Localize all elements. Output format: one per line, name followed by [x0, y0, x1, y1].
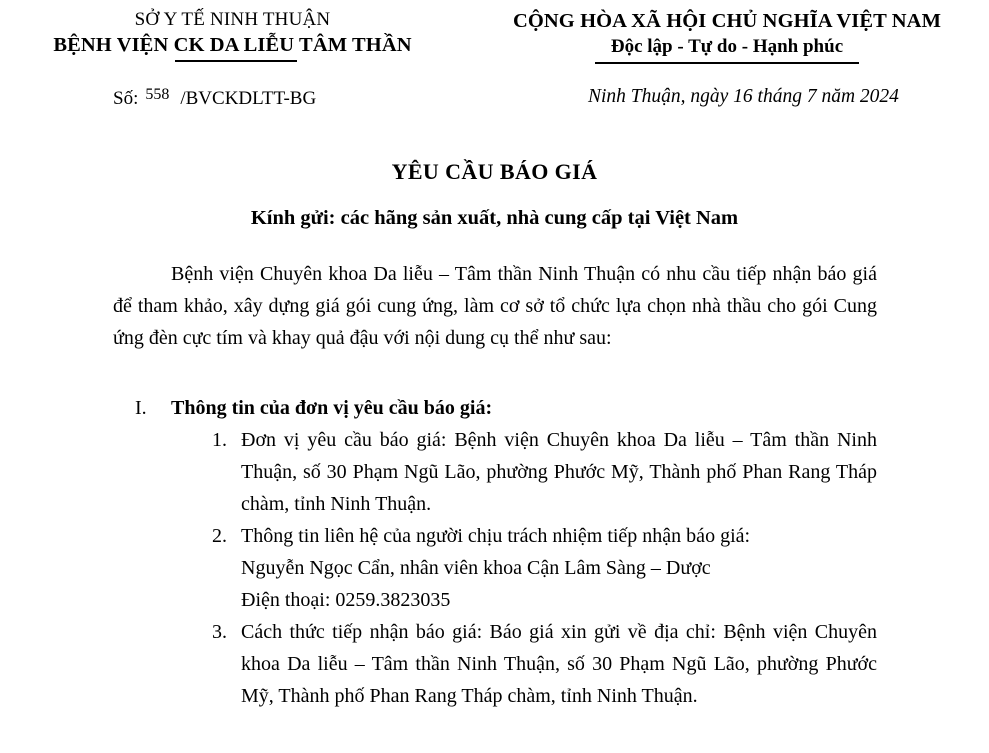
- motto-underline-wrap: [465, 59, 989, 64]
- list-item: [113, 616, 877, 712]
- hospital-name-underline-wrap: [0, 58, 465, 62]
- nation-name: CỘNG HÒA XÃ HỘI CHỦ NGHĨA VIỆT NAM: [512, 10, 942, 32]
- section-one-heading: [113, 392, 877, 424]
- section-one-list: [113, 424, 877, 712]
- list-item-text: Đơn vị yêu cầu báo giá: Bệnh viện Chuyên khoa Da liễu – Tâm thần Ninh Thuận, số 30 Phạm Ngũ Lão, phường Phước Mỹ, Thành phố Phan Rang Tháp chàm, tỉnh Ninh Thuận.: [241, 429, 877, 515]
- list-item: [113, 520, 877, 616]
- hospital-name-underline: [175, 60, 297, 62]
- list-item-text: [241, 520, 877, 616]
- document-body: [113, 258, 877, 354]
- national-motto: Độc lập - Tự do - Hạnh phúc: [610, 36, 844, 57]
- intro-paragraph: Bệnh viện Chuyên khoa Da liễu – Tâm thần Ninh Thuận có nhu cầu tiếp nhận báo giá để tham khảo, xây dựng giá gói cung ứng, làm cơ sở tổ chức lựa chọn nhà thầu cho gói Cung ứng đèn cực tím và khay quả đậu với nội dung cụ thể như sau:: [113, 263, 877, 349]
- document-number-line: [113, 83, 316, 111]
- section-one-numeral: I.: [135, 397, 147, 419]
- list-item-line-1: Thông tin liên hệ của người chịu trách nhiệm tiếp nhận báo giá:: [241, 525, 751, 547]
- document-number-value: 558: [145, 86, 170, 103]
- section-one-title: Thông tin của đơn vị yêu cầu báo giá:: [171, 397, 493, 419]
- list-item-marker: 1.: [212, 429, 227, 451]
- document-title: YÊU CẦU BÁO GIÁ: [391, 159, 598, 184]
- hospital-name: BỆNH VIỆN CK DA LIỄU TÂM THẦN: [53, 34, 412, 56]
- department-name: SỞ Y TẾ NINH THUẬN: [134, 9, 331, 30]
- contact-person: Nguyễn Ngọc Cẩn, nhân viên khoa Cận Lâm Sàng – Dược: [241, 557, 711, 579]
- section-one: [113, 392, 877, 712]
- document-number-label: Số:: [113, 88, 139, 109]
- list-item-text: Cách thức tiếp nhận báo giá: Báo giá xin gửi về địa chỉ: Bệnh viện Chuyên khoa Da liễu – Tâm thần Ninh Thuận, số 30 Phạm Ngũ Lão, phường Phước Mỹ, Thành phố Phan Rang Tháp chàm, tỉnh Ninh Thuận.: [241, 621, 877, 707]
- document-number-suffix: /BVCKDLTT-BG: [180, 88, 317, 109]
- national-heading-block: [465, 8, 989, 64]
- issuing-authority-block: [0, 8, 465, 64]
- list-item-marker: 2.: [212, 525, 227, 547]
- contact-phone: Điện thoại: 0259.3823035: [241, 589, 451, 611]
- document-header: [0, 0, 989, 64]
- recipient-line: Kính gửi: các hãng sản xuất, nhà cung cấp tại Việt Nam: [250, 207, 739, 229]
- list-item: [113, 424, 877, 520]
- place-and-date: Ninh Thuận, ngày 16 tháng 7 năm 2024: [588, 86, 899, 107]
- list-item-marker: 3.: [212, 621, 227, 643]
- motto-underline: [595, 62, 859, 64]
